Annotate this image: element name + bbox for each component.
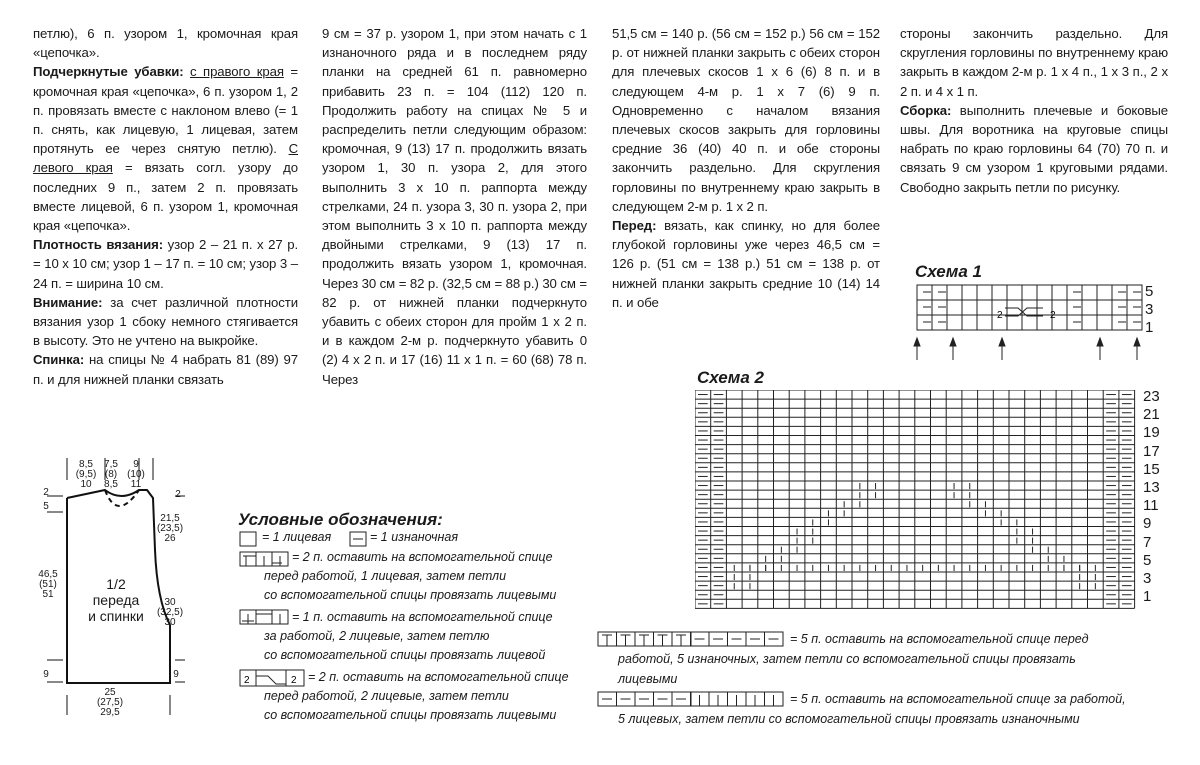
legend-item1-line1: = 2 п. оставить на вспомогательной спице xyxy=(292,550,553,564)
pattern-mark-5-left: 5 xyxy=(43,501,49,512)
legend-item3-line2: перед работой, 2 лицевые, затем петли xyxy=(264,689,509,703)
text-column-3 xyxy=(612,24,880,312)
text-run: Плотность вязания: xyxy=(33,237,168,253)
c2-paragraph xyxy=(322,24,587,389)
pattern-mark-2-right: 2 xyxy=(175,489,181,500)
text-run: петлю), 6 п. узором 1, кромочная края «цепочка». xyxy=(33,26,298,61)
legend2-item2-line2: 5 лицевых, затем петли со вспомогательной спицы провязать изнаночными xyxy=(618,712,1080,726)
schema-2-row-number: 19 xyxy=(1143,424,1160,442)
text-run: Спинка: xyxy=(33,352,89,368)
c1-paragraph xyxy=(33,235,298,293)
pattern-top-right: 9 (10) 11 xyxy=(127,459,145,490)
text-run: узор 2 – 21 п. х 27 р. = 10 х 10 см; узор 1 – 17 п. = 10 см; узор 3 – 24 п. = ширина 10 см. xyxy=(33,237,299,291)
text-column-2 xyxy=(322,24,587,389)
pattern-left-height: 46,5 (51) 51 xyxy=(38,569,58,600)
text-run: Подчеркнутые убавки: xyxy=(33,64,191,80)
schema-1-row-3: 3 xyxy=(1145,301,1154,318)
schema-2-row-number: 5 xyxy=(1143,551,1152,569)
text-run: 9 см = 37 р. узором 1, при этом начать с 1 изнаночного ряда и в последнем ряду планки на средней 61 п. равномерно прибавить 23 п. = 104 (112) 120 п. Продолжить работу на спицах № 5 и распределить петли следующим образом: кромочная, 9 (13) 17 п. продолжить вязать узором 1, 30 п. узора 2, для этого выполнить 3 х 10 п. раппорта между стрелками, 24 п. узора 3, 30 п. узора 2, при этом выполнить 3 х 10 п. раппорта между двойными стрелками, 9 (13) 17 п. продолжить вязать узором 1, кромочная. Через 30 см = 82 р. (32,5 см = 88 р.) 30 см = 82 р. от нижней планки подчеркнуто убавить с обеих сторон для пройм 1 х 2 п. и в каждом 2-м р. подчеркнуто убавить 0 (2) 4 х 2 п. и 17 (16) 11 х 1 п. = 60 (68) 78 п. Через xyxy=(322,26,587,387)
legend-cross-num-1: 2 xyxy=(244,675,250,686)
legend-cross-num-2: 2 xyxy=(291,675,297,686)
c3-paragraph xyxy=(612,24,880,216)
c1-paragraph xyxy=(33,293,298,351)
text-column-4 xyxy=(900,24,1168,197)
schema-2-row-number: 17 xyxy=(1143,442,1160,460)
schema-2-row-number: 23 xyxy=(1143,388,1160,405)
text-run: = кромочная края «цепочка», 6 п. узором 1, 2 п. провязать вместе с наклоном влево (= 1 п. снять, как лицевую, 1 лицевая, затем протянуть ее через снятую петлю). xyxy=(33,64,298,157)
pattern-mark-9-right: 9 xyxy=(173,669,179,680)
schema-2-row-number: 3 xyxy=(1143,570,1152,587)
schema-1-title: Схема 1 xyxy=(915,262,982,281)
legend-knit: = 1 лицевая xyxy=(262,530,332,544)
c1-paragraph xyxy=(33,62,298,235)
schema-1-cross-num-2: 2 xyxy=(1050,310,1056,321)
pattern-right-mid: 30 (32,5) 30 xyxy=(156,597,184,628)
legend-item1-line3: со вспомогательной спицы провязать лицевыми xyxy=(264,588,557,602)
pattern-label: 1/2 переда и спинки xyxy=(88,576,144,624)
legend-item2-line1: = 1 п. оставить на вспомогательной спице xyxy=(292,610,553,624)
pattern-mark-2-left: 2 xyxy=(43,487,49,498)
schema-2-row-number: 9 xyxy=(1143,515,1152,533)
legend-title: Условные обозначения: xyxy=(238,510,443,529)
legend-item2-line3: со вспомогательной спицы провязать лицевой xyxy=(264,648,546,662)
legend2-item1-line3: лицевыми xyxy=(618,672,678,686)
text-run: вязать, как спинку, но для более глубокой горловины уже через 46,5 см = 126 р. (51 см = 138 р.) 51 см = 138 р. от нижней планки закрыть средние 10 (14) 14 п. и обе xyxy=(612,218,880,310)
text-run: С левого края xyxy=(33,141,298,176)
pattern-mark-9-left: 9 xyxy=(43,669,49,680)
legend2-item2-line1: = 5 п. оставить на вспомогательной спице за работой, xyxy=(790,692,1126,706)
text-run: Внимание: xyxy=(33,294,111,310)
c1-paragraph xyxy=(33,350,298,388)
pattern-top-mid: 7,5 (8) 8,5 xyxy=(104,459,118,490)
legend-item3-line3: со вспомогательной спицы провязать лицевыми xyxy=(264,708,557,722)
text-run: стороны закончить раздельно. Для скругления горловины по внутреннему краю закрыть в каждом 2-м р. 1 х 4 п., 1 х 3 п., 2 х 2 п. и 4 х 1 п. xyxy=(900,26,1168,99)
text-run: за счет различной плотности вязания узор 1 сбоку немного стягивается в высоту. Это не учтено на выкройке. xyxy=(33,294,298,349)
schema-2-row-number: 11 xyxy=(1143,497,1159,515)
c3-paragraph xyxy=(612,216,880,312)
schema-2-chart xyxy=(695,390,1140,612)
c4-paragraph xyxy=(900,24,1168,101)
c1-paragraph xyxy=(33,24,298,62)
text-run: Перед: xyxy=(612,218,665,234)
text-column-1 xyxy=(33,24,298,389)
schema-1-row-1: 1 xyxy=(1145,319,1154,336)
pattern-top-left: 8,5 (9,5) 10 xyxy=(75,459,97,490)
text-run: выполнить плечевые и боковые швы. Для воротника на круговые спицы набрать по краю горловины 64 (70) 70 п. и связать 9 см узором 1 круговыми рядами. Свободно закрыть петли по рисунку. xyxy=(900,102,1168,195)
legend-item3-line1: = 2 п. оставить на вспомогательной спице xyxy=(308,670,569,684)
legend-purl: = 1 изнаночная xyxy=(370,530,459,544)
schema-2-row-number: 21 xyxy=(1143,406,1160,424)
text-run: Сборка: xyxy=(900,102,960,118)
schema-2-row-number: 13 xyxy=(1143,479,1160,496)
schema-2-row-number: 15 xyxy=(1143,460,1160,478)
legend-item1-line2: перед работой, 1 лицевая, затем петли xyxy=(264,569,507,583)
text-run: на спицы № 4 набрать 81 (89) 97 п. и для нижней планки связать xyxy=(33,352,298,387)
schema-2-title: Схема 2 xyxy=(697,368,764,387)
schema-2-row-number: 1 xyxy=(1143,588,1152,606)
schema-1-cross-num-1: 2 xyxy=(997,310,1003,321)
schema-1-row-5: 5 xyxy=(1145,283,1154,300)
legend-item2-line2: за работой, 2 лицевые, затем петлю xyxy=(264,629,490,643)
schema-2-row-number: 7 xyxy=(1143,533,1152,551)
legend2-item1-line2: работой, 5 изнаночных, затем петли со вспомогательной спицы провязать xyxy=(618,652,1076,666)
legend2-item1-line1: = 5 п. оставить на вспомогательной спице перед xyxy=(790,632,1089,646)
text-run: с правого края xyxy=(190,64,284,80)
text-run: 51,5 см = 140 р. (56 см = 152 р.) 56 см = 152 р. от нижней планки закрыть с обеих сторон для плечевых скосов 1 х 6 (6) 8 п. и в следующем 4-м р. 1 х 7 (6) 9 п. Одновременно с началом вязания плечевых скосов закрыть для горловины средние 36 (40) 40 п. и обе стороны закончить раздельно. Для скругления горловины по внутреннему краю закрыть в следующем 2-м р. 1 х 2 п. xyxy=(612,26,880,214)
text-run: = вязать согл. узору до последних 9 п., затем 2 п. провязать вместе лицевой, 6 п. узором 1, кромочная края «цепочка». xyxy=(33,160,298,234)
schema-1-chart xyxy=(905,280,1185,360)
c4-paragraph xyxy=(900,101,1168,197)
pattern-bottom: 25 (27,5) 29,5 xyxy=(96,687,124,718)
pattern-right-top: 21,5 (23,5) 26 xyxy=(156,513,184,544)
